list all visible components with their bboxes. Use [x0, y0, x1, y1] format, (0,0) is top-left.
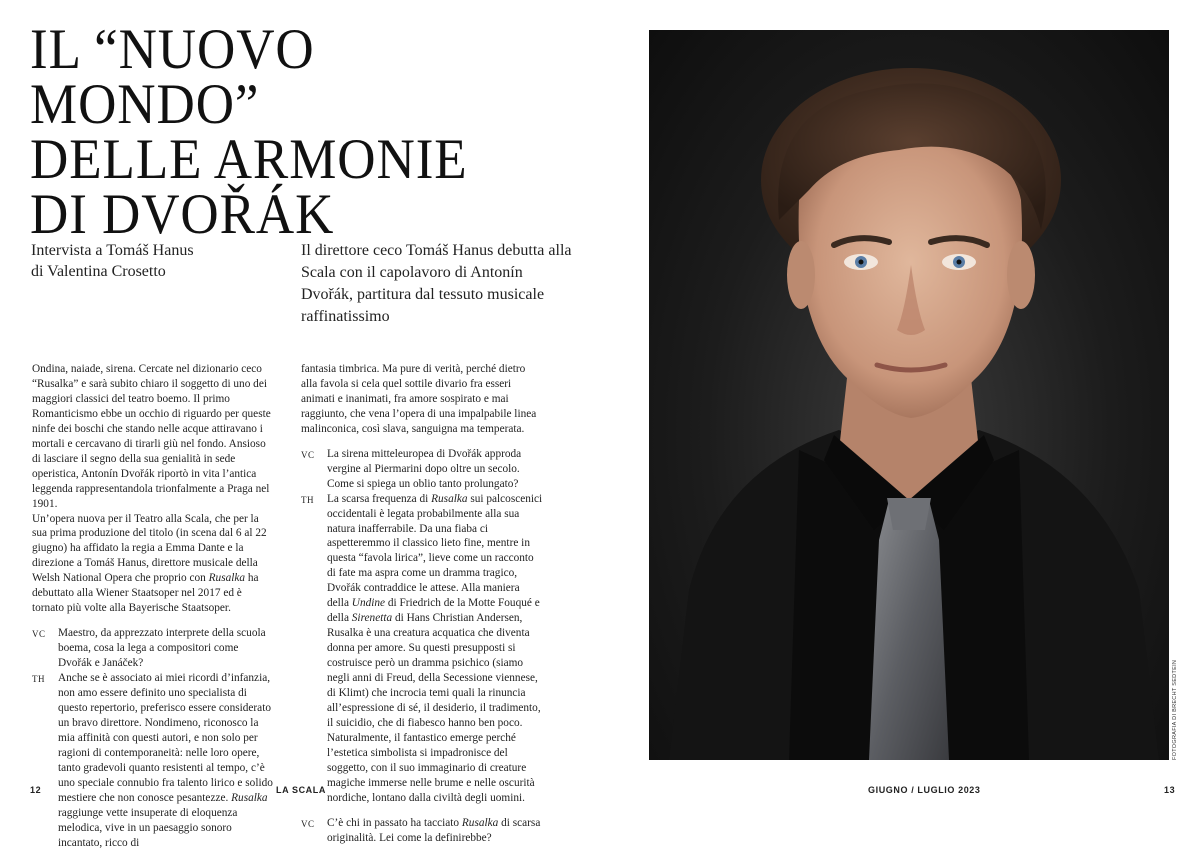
text-run: Anche se è associato ai miei ricordi d’infanzia, non amo essere definito uno specialista di questo repertorio, preferisco essere considerato un bravo direttore. Nondimeno, riconosco la mia affinità con questi autori, e non solo per ragioni di contemporaneità: nelle loro opere, tanto gradevoli quanto resistenti al tempo, c’è uno speciale connubio fra talento lirico e solido mestiere che non conosce pesantezze.	[58, 672, 273, 804]
text-run: ha debuttato alla Wiener Staatsoper nel 2017 ed è tornato più volte alla Bayerische Staatsoper.	[32, 572, 259, 615]
text-run: di scarsa originalità. Lei come la definirebbe?	[327, 816, 541, 844]
answer-2	[301, 492, 544, 806]
page-number-right: 13	[1164, 785, 1176, 795]
title-line-2: DELLE ARMONIE	[30, 128, 468, 191]
question-1	[32, 626, 275, 671]
speaker-label: TH	[301, 494, 314, 505]
title-line-3: DI DVOŘÁK	[30, 183, 335, 246]
portrait-illustration	[649, 30, 1169, 760]
answer-text	[327, 492, 544, 806]
byline-author: di Valentina Crosetto	[31, 263, 166, 280]
text-run: Un’opera nuova per il Teatro alla Scala, che per la sua prima produzione del titolo (in scena dal 6 al 22 giugno) ha affidato la regia a Emma Dante e la direzione a Tomáš Hanus, direttore musicale della Welsh National Opera che proprio con	[32, 512, 267, 585]
page-number-left: 12	[30, 785, 42, 795]
text-run: sui palcoscenici occidentali è legata probabilmente alla sua natura inafferrabile. Da una fiaba ci aspetteremmo il classico lieto fine, mentre in questa “favola lirica”, lieve come un racconto di fate ma aspra come un dramma tragico, Dvořák contraddice le attese. Alla maniera della	[327, 492, 543, 610]
speaker-label: VC	[301, 818, 315, 829]
opera-title: Rusalka	[431, 492, 468, 505]
body-column-1	[32, 362, 275, 851]
text-run: di Hans Christian Andersen, Rusalka è una creatura acquatica che diventa donna per amore. Su questi presupposti si costruisce però un dramma psichico (siamo negli anni di Freud, della Secessione viennese, di Klimt) che incrocia temi quali la rinuncia all’espressione di sé, il desiderio, il tradimento, il suicidio, che di fiabesco hanno ben poco. Naturalmente, il fantastico emerge perché l’estetica simbolista si impadronisce del soggetto, con il suo immaginario di creature magiche immerse nelle brume e nelle oscurità nordiche, lontano dalla civiltà degli uomini.	[327, 612, 541, 804]
magazine-name: LA SCALA	[276, 785, 326, 795]
question-text: La sirena mitteleuropea di Dvořák approda vergine al Piermarini dopo oltre un secolo. Come si spiega un oblio tanto prolungato?	[327, 447, 522, 490]
text-run: La scarsa frequenza di	[327, 492, 432, 505]
opera-title: Rusalka	[461, 816, 499, 829]
body-column-2	[301, 362, 544, 846]
opera-title: Rusalka	[208, 572, 246, 585]
portrait-photo	[649, 30, 1169, 760]
intro-paragraph: Ondina, naiade, sirena. Cercate nel dizionario ceco “Rusalka” e sarà subito chiaro il soggetto di uno dei maggiori classici del teatro boemo. Il primo Romanticismo ebbe un occhio di riguardo per queste ninfe dei boschi che stando nelle acque attiravano i mortali e cercavano di tirarli giù nel fondo. Ansioso di lasciare il segno della sua genialità in sede operistica, Antonín Dvořák riportò in vita l’antica leggenda rappresentandola trionfalmente a Praga nel 1901.	[32, 363, 271, 510]
article-title	[30, 18, 551, 246]
question-text	[327, 816, 544, 846]
title-line-1: IL “NUOVO MONDO”	[30, 18, 315, 136]
photo-credit: FOTOGRAFIA DI BRECHT SEDTEIN	[1172, 659, 1178, 760]
answer-1	[32, 671, 275, 850]
work-title: Undine	[351, 597, 386, 610]
continued-paragraph: fantasia timbrica. Ma pure di verità, perché dietro alla favola si cela quel sottile divario fra esseri animati e inanimati, fra amore sospirato e mai raggiunto, che vena l’opera di una impalpabile linea malinconica, così slava, sanguigna ma temperata.	[301, 363, 537, 435]
issue-date: GIUGNO / LUGLIO 2023	[868, 785, 981, 795]
question-3	[301, 816, 544, 846]
text-run: C’è chi in passato ha tacciato	[327, 816, 462, 829]
text-run: raggiunge vette insuperate di eloquenza melodica, vive in un paesaggio sonoro incantato, ricco di	[58, 806, 238, 849]
work-title: Sirenetta	[351, 612, 393, 625]
speaker-label: VC	[32, 629, 46, 640]
standfirst: Il direttore ceco Tomáš Hanus debutta alla Scala con il capolavoro di Antonín Dvořák, partitura dal tessuto musicale raffinatissimo	[301, 242, 572, 325]
context-paragraph	[32, 512, 275, 617]
answer-text	[58, 671, 275, 850]
opera-title: Rusalka	[231, 791, 268, 804]
byline-interview: Intervista a Tomáš Hanus	[31, 242, 194, 259]
speaker-label: TH	[32, 674, 45, 685]
text-run: di Friedrich de la Motte Fouqué e della	[327, 597, 540, 625]
speaker-label: VC	[301, 449, 315, 460]
question-text: Maestro, da apprezzato interprete della scuola boema, cosa la lega a compositori come Dvořák e Janáček?	[58, 627, 266, 670]
byline	[31, 240, 271, 282]
question-2	[301, 447, 544, 492]
